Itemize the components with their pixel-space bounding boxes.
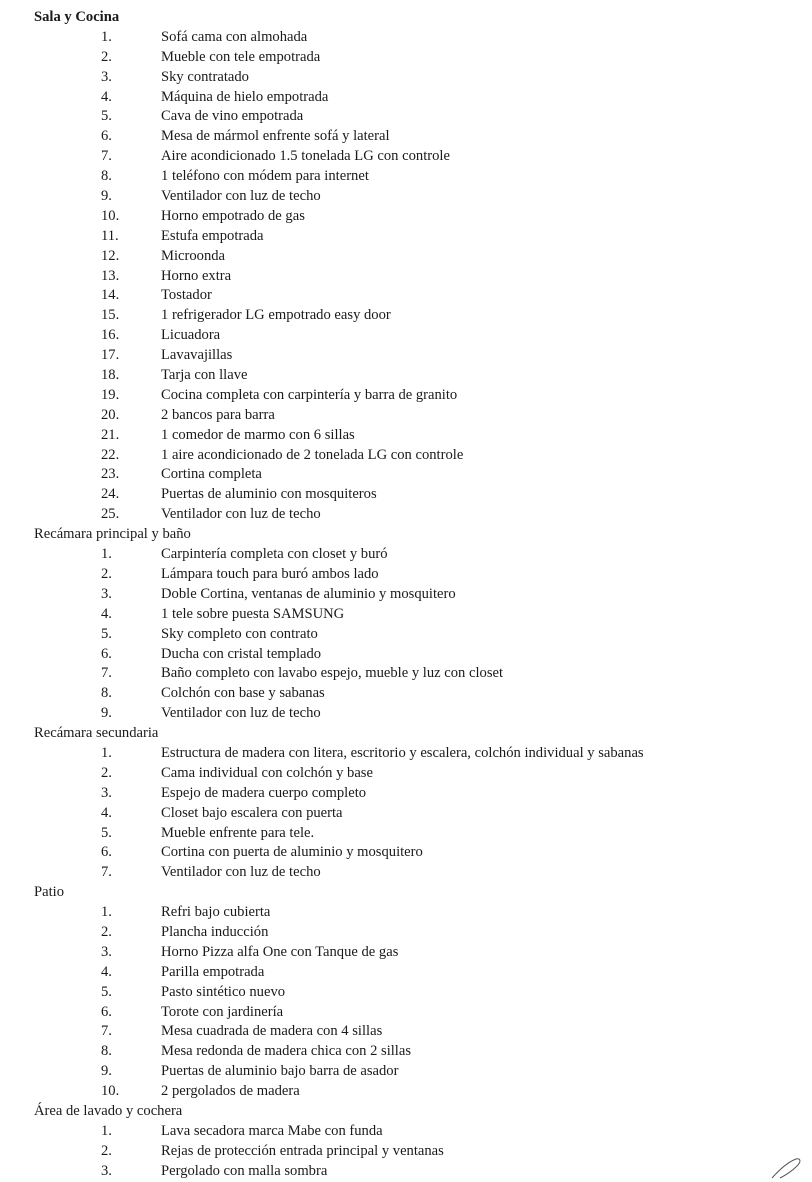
list-item [34, 1042, 804, 1062]
list-item-text: Colchón con base y sabanas [161, 685, 325, 702]
list-item-number: 5. [101, 983, 112, 1000]
list-item-text: Ventilador con luz de techo [161, 506, 321, 523]
list-item [34, 684, 804, 704]
list-item-number: 1. [101, 1122, 112, 1139]
list-item-text: Ventilador con luz de techo [161, 705, 321, 722]
list-item [34, 903, 804, 923]
list-item-text: Plancha inducción [161, 923, 269, 940]
list-item-text: Pasto sintético nuevo [161, 983, 286, 1000]
section-title: Área de lavado y cochera [34, 1102, 183, 1119]
list-item-number: 3. [101, 585, 112, 602]
list-item-number: 7. [101, 1023, 112, 1040]
list-item [34, 1003, 804, 1023]
list-item [34, 366, 804, 386]
list-item-text: Cortina con puerta de aluminio y mosquitero [161, 844, 423, 861]
list-item [34, 1122, 804, 1142]
list-item [34, 744, 804, 764]
list-item-number: 14. [101, 287, 120, 304]
list-item [34, 465, 804, 485]
list-item [34, 227, 804, 247]
list-item-number: 12. [101, 247, 120, 264]
list-item-text: Puertas de aluminio con mosquiteros [161, 486, 377, 503]
list-item [34, 127, 804, 147]
list-item-number: 17. [101, 347, 120, 364]
list-item-text: Cama individual con colchón y base [161, 764, 373, 781]
list-item-number: 25. [101, 506, 120, 523]
list-item-number: 8. [101, 1043, 112, 1060]
list-item-number: 18. [101, 367, 120, 384]
list-item [34, 565, 804, 585]
list-item [34, 267, 804, 287]
section-title: Patio [34, 884, 64, 901]
list-item [34, 406, 804, 426]
list-item-text: Mesa de mármol enfrente sofá y lateral [161, 128, 390, 145]
list-item-number: 15. [101, 307, 120, 324]
list-item-number: 6. [101, 645, 112, 662]
list-item-number: 6. [101, 844, 112, 861]
list-item [34, 48, 804, 68]
list-item-text: Doble Cortina, ventanas de aluminio y mosquitero [161, 585, 456, 602]
list-item-text: Ducha con cristal templado [161, 645, 322, 662]
list-item-number: 4. [101, 605, 112, 622]
list-item-text: Pergolado con malla sombra [161, 1162, 328, 1179]
list-item-number: 23. [101, 466, 120, 483]
list-item-text: Mesa redonda de madera chica con 2 sillas [161, 1043, 412, 1060]
list-item [34, 346, 804, 366]
list-item [34, 843, 804, 863]
list-item-text: Carpintería completa con closet y buró [161, 546, 388, 563]
list-item [34, 1142, 804, 1162]
list-item [34, 286, 804, 306]
list-item-text: Licuadora [161, 327, 221, 344]
list-item-number: 3. [101, 784, 112, 801]
list-item-number: 1. [101, 546, 112, 563]
list-item [34, 923, 804, 943]
list-item-text: Horno Pizza alfa One con Tanque de gas [161, 943, 399, 960]
list-item [34, 167, 804, 187]
list-item [34, 545, 804, 565]
list-item-text: Torote con jardinería [161, 1003, 284, 1020]
list-item-text: Estufa empotrada [161, 227, 264, 244]
list-item [34, 1022, 804, 1042]
list-item [34, 426, 804, 446]
list-item-text: 2 pergolados de madera [161, 1083, 300, 1100]
list-item-number: 3. [101, 943, 112, 960]
list-item-number: 1. [101, 28, 112, 45]
list-item-text: Sky completo con contrato [161, 625, 318, 642]
section-title: Recámara principal y baño [34, 526, 191, 543]
list-item [34, 1082, 804, 1102]
list-item [34, 326, 804, 346]
list-item [34, 824, 804, 844]
list-item-text: Máquina de hielo empotrada [161, 88, 329, 105]
list-item-text: 1 tele sobre puesta SAMSUNG [161, 605, 345, 622]
list-item [34, 804, 804, 824]
list-item [34, 664, 804, 684]
list-item-number: 5. [101, 108, 112, 125]
list-item [34, 764, 804, 784]
list-item-number: 21. [101, 426, 120, 443]
list-item [34, 704, 804, 724]
list-item-number: 2. [101, 565, 112, 582]
list-item-number: 20. [101, 406, 120, 423]
list-item-number: 13. [101, 267, 120, 284]
list-item-text: 1 aire acondicionado de 2 tonelada LG con controle [161, 446, 464, 463]
list-item-number: 5. [101, 625, 112, 642]
list-item [34, 446, 804, 466]
list-item-number: 6. [101, 1003, 112, 1020]
list-item-number: 4. [101, 88, 112, 105]
list-item-text: Lámpara touch para buró ambos lado [161, 565, 379, 582]
list-item [34, 187, 804, 207]
list-item [34, 505, 804, 525]
list-item-number: 6. [101, 128, 112, 145]
list-item-number: 11. [101, 227, 119, 244]
list-item-number: 16. [101, 327, 120, 344]
list-item-text: Microonda [161, 247, 226, 264]
list-item-number: 7. [101, 864, 112, 881]
list-item [34, 207, 804, 227]
signature-mark [766, 1157, 806, 1179]
list-item [34, 1062, 804, 1082]
list-item-number: 22. [101, 446, 120, 463]
list-item-text: Lava secadora marca Mabe con funda [161, 1122, 383, 1139]
list-item-number: 5. [101, 824, 112, 841]
list-item [34, 28, 804, 48]
list-item [34, 605, 804, 625]
list-item-text: Sky contratado [161, 68, 249, 85]
list-item [34, 88, 804, 108]
list-item [34, 983, 804, 1003]
list-item-number: 24. [101, 486, 120, 503]
list-item-text: Ventilador con luz de techo [161, 864, 321, 881]
list-item-number: 1. [101, 904, 112, 921]
list-item [34, 963, 804, 983]
list-item [34, 147, 804, 167]
list-item-text: 1 refrigerador LG empotrado easy door [161, 307, 391, 324]
inventory-document [34, 8, 804, 1182]
list-item [34, 485, 804, 505]
list-item [34, 625, 804, 645]
list-item-text: Mueble enfrente para tele. [161, 824, 315, 841]
list-item-number: 2. [101, 48, 112, 65]
list-item-number: 7. [101, 148, 112, 165]
list-item [34, 645, 804, 665]
list-item [34, 943, 804, 963]
list-item-text: Parilla empotrada [161, 963, 265, 980]
list-item-text: Estructura de madera con litera, escritorio y escalera, colchón individual y sabanas [161, 744, 644, 761]
list-item [34, 585, 804, 605]
list-item-number: 4. [101, 963, 112, 980]
list-item [34, 306, 804, 326]
list-item-number: 1. [101, 744, 112, 761]
list-item-text: 2 bancos para barra [161, 406, 275, 423]
list-item-text: Mesa cuadrada de madera con 4 sillas [161, 1023, 383, 1040]
list-item-text: 1 comedor de marmo con 6 sillas [161, 426, 355, 443]
list-item-text: Cava de vino empotrada [161, 108, 304, 125]
list-item-number: 9. [101, 188, 112, 205]
list-item-text: Lavavajillas [161, 347, 233, 364]
list-item [34, 107, 804, 127]
section-title: Sala y Cocina [34, 9, 120, 25]
list-item-text: Sofá cama con almohada [161, 28, 308, 45]
list-item-text: Tostador [161, 287, 212, 304]
list-item-number: 19. [101, 386, 120, 403]
list-item-number: 3. [101, 1162, 112, 1179]
list-item-text: Horno empotrado de gas [161, 207, 305, 224]
list-item-text: Ventilador con luz de techo [161, 188, 321, 205]
list-item-text: Rejas de protección entrada principal y ventanas [161, 1142, 444, 1159]
list-item-number: 8. [101, 685, 112, 702]
list-item-text: Horno extra [161, 267, 232, 284]
list-item-text: Aire acondicionado 1.5 tonelada LG con controle [161, 148, 450, 165]
list-item-text: Puertas de aluminio bajo barra de asador [161, 1063, 399, 1080]
list-item [34, 68, 804, 88]
list-item [34, 386, 804, 406]
list-item-number: 3. [101, 68, 112, 85]
list-item-number: 9. [101, 705, 112, 722]
list-item-text: Cocina completa con carpintería y barra de granito [161, 386, 458, 403]
list-item-text: Mueble con tele empotrada [161, 48, 321, 65]
list-item-text: Tarja con llave [161, 367, 248, 384]
list-item-text: 1 teléfono con módem para internet [161, 168, 369, 185]
list-item-number: 7. [101, 665, 112, 682]
list-item-text: Refri bajo cubierta [161, 904, 271, 921]
list-item-number: 10. [101, 1083, 120, 1100]
list-item-text: Baño completo con lavabo espejo, mueble y luz con closet [161, 665, 504, 682]
list-item-number: 9. [101, 1063, 112, 1080]
list-item-number: 4. [101, 804, 112, 821]
list-item-number: 10. [101, 207, 120, 224]
list-item-number: 8. [101, 168, 112, 185]
list-item-text: Closet bajo escalera con puerta [161, 804, 343, 821]
list-item [34, 247, 804, 267]
list-item-text: Cortina completa [161, 466, 262, 483]
list-item-number: 2. [101, 1142, 112, 1159]
list-item [34, 863, 804, 883]
list-item-number: 2. [101, 923, 112, 940]
section-title: Recámara secundaria [34, 725, 159, 742]
list-item [34, 784, 804, 804]
list-item-number: 2. [101, 764, 112, 781]
list-item-text: Espejo de madera cuerpo completo [161, 784, 367, 801]
